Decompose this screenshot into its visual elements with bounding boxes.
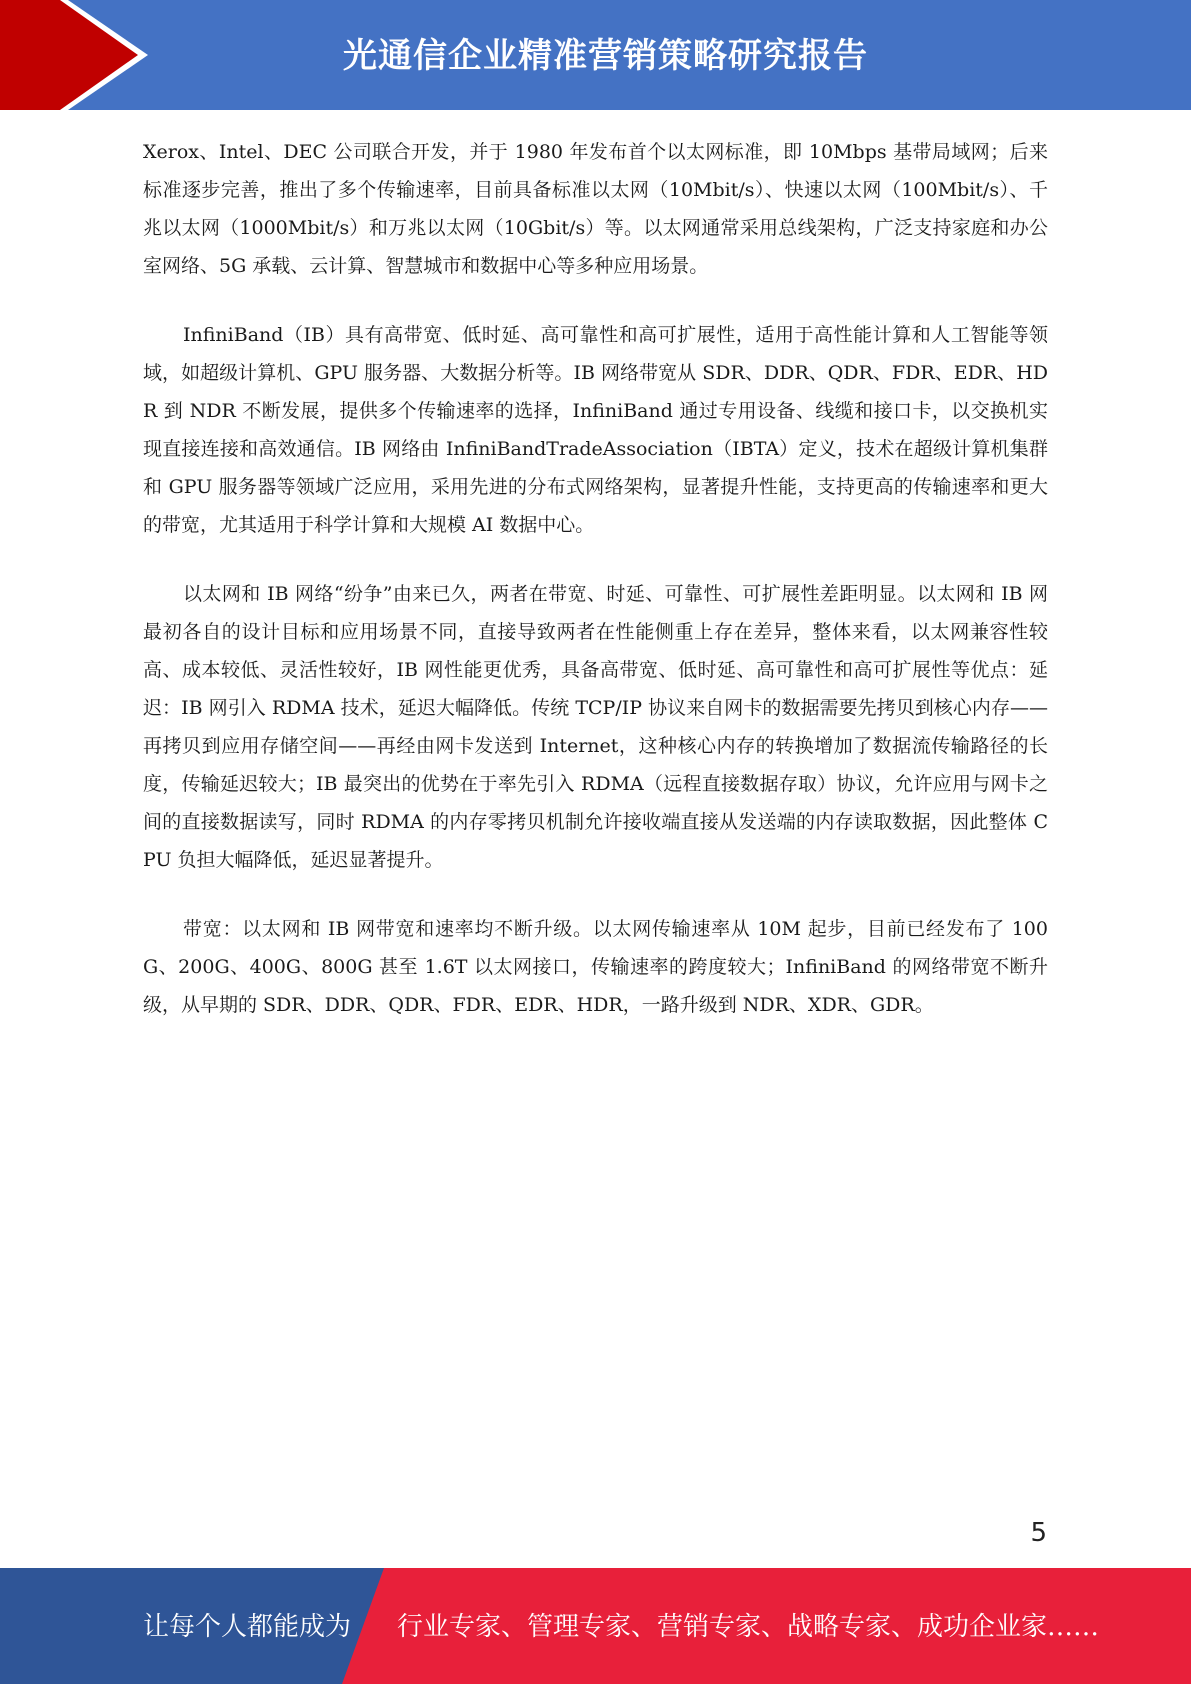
page-header	[0, 0, 1191, 110]
document-body	[143, 133, 1048, 1055]
paragraph-bandwidth: 带宽：以太网和 IB 网带宽和速率均不断升级。以太网传输速率从 10M 起步，目前已经发布了 100G、200G、400G、800G 甚至 1.6T 以太网接口，传输速率的跨度较大；InfiniBand 的网络带宽不断升级，从早期的 SDR、DDR、QDR、FDR、EDR、HDR，一路升级到 NDR、XDR、GDR。	[143, 918, 1048, 1016]
footer-slogan-right: 行业专家、管理专家、营销专家、战略专家、成功企业家……	[397, 1612, 1100, 1642]
page-footer	[0, 1568, 1191, 1684]
footer-slogan-left: 让每个人都能成为	[143, 1612, 352, 1642]
paragraph-ethernet-vs-ib: 以太网和 IB 网络“纷争”由来已久，两者在带宽、时延、可靠性、可扩展性差距明显。以太网和 IB 网最初各自的设计目标和应用场景不同，直接导致两者在性能侧重上存在差异，整体来看，以太网兼容性较高、成本较低、灵活性较好，IB 网性能更优秀，具备高带宽、低时延、高可靠性和高可扩展性等优点：延迟：IB 网引入 RDMA 技术，延迟大幅降低。传统 TCP/IP 协议来自网卡的数据需要先拷贝到核心内存——再拷贝到应用存储空间——再经由网卡发送到 Internet，这种核心内存的转换增加了数据流传输路径的长度，传输延迟较大；IB 最突出的优势在于率先引入 RDMA（远程直接数据存取）协议，允许应用与网卡之间的直接数据读写，同时 RDMA 的内存零拷贝机制允许接收端直接从发送端的内存读取数据，因此整体 CPU 负担大幅降低，延迟显著提升。	[143, 583, 1048, 871]
report-title: 光通信企业精准营销策略研究报告	[343, 36, 868, 76]
page-number: 5	[1030, 1518, 1047, 1548]
paragraph-infiniband: InfiniBand（IB）具有高带宽、低时延、高可靠性和高可扩展性，适用于高性能计算和人工智能等领域，如超级计算机、GPU 服务器、大数据分析等。IB 网络带宽从 SDR、DDR、QDR、FDR、EDR、HDR 到 NDR 不断发展，提供多个传输速率的选择，InfiniBand 通过专用设备、线缆和接口卡，以交换机实现直接连接和高效通信。IB 网络由 InfiniBandTradeAssociation（IBTA）定义，技术在超级计算机集群和 GPU 服务器等领域广泛应用，采用先进的分布式网络架构，显著提升性能，支持更高的传输速率和更大的带宽，尤其适用于科学计算和大规模 AI 数据中心。	[143, 324, 1048, 536]
paragraph-ethernet-history: Xerox、Intel、DEC 公司联合开发，并于 1980 年发布首个以太网标准，即 10Mbps 基带局域网；后来标准逐步完善，推出了多个传输速率，目前具备标准以太网（10Mbit/s）、快速以太网（100Mbit/s）、千兆以太网（1000Mbit/s）和万兆以太网（10Gbit/s）等。以太网通常采用总线架构，广泛支持家庭和办公室网络、5G 承载、云计算、智慧城市和数据中心等多种应用场景。	[143, 141, 1048, 277]
